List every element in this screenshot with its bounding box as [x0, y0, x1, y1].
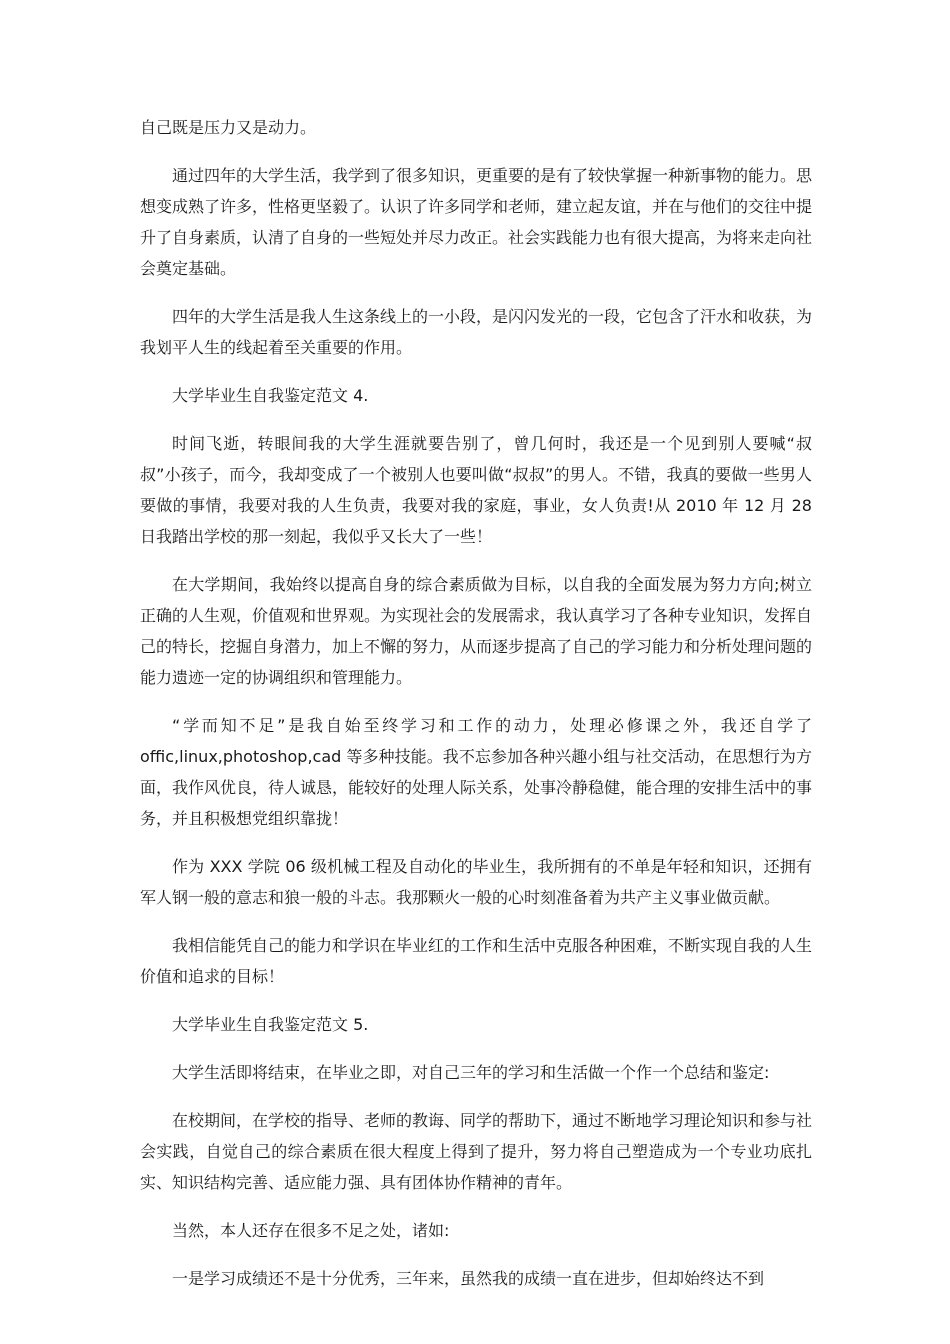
paragraph: 通过四年的大学生活，我学到了很多知识，更重要的是有了较快掌握一种新事物的能力。思想变成熟了许多，性格更坚毅了。认识了许多同学和老师，建立起友谊，并在与他们的交往中提升了自身素质，认清了自身的一些短处并尽力改正。社会实践能力也有很大提高，为将来走向社会奠定基础。	[140, 166, 813, 278]
paragraph: 一是学习成绩还不是十分优秀，三年来，虽然我的成绩一直在进步，但却始终达不到	[172, 1269, 765, 1288]
document-body	[140, 112, 812, 1311]
section-heading: 大学毕业生自我鉴定范文 4.	[172, 386, 369, 405]
paragraph: 在大学期间，我始终以提高自身的综合素质做为目标，以自我的全面发展为努力方向;树立正确的人生观，价值观和世界观。为实现社会的发展需求，我认真学习了各种专业知识，发挥自己的特长，挖掘自身潜力，加上不懈的努力，从而逐步提高了自己的学习能力和分析处理问题的能力遗迹一定的协调组织和管理能力。	[140, 575, 813, 687]
paragraph: “学而知不足”是我自始至终学习和工作的动力，处理必修课之外，我还自学了offic,linux,photoshop,cad 等多种技能。我不忘参加各种兴趣小组与社交活动，在思想行为方面，我作风优良，待人诚恳，能较好的处理人际关系，处事冷静稳健，能合理的安排生活中的事务，并且积极想党组织靠拢！	[140, 716, 813, 828]
paragraph: 四年的大学生活是我人生这条线上的一小段，是闪闪发光的一段，它包含了汗水和收获，为我划平人生的线起着至关重要的作用。	[140, 307, 813, 357]
paragraph: 大学生活即将结束，在毕业之即，对自己三年的学习和生活做一个作一个总结和鉴定:	[172, 1063, 770, 1082]
paragraph: 时间飞逝，转眼间我的大学生涯就要告别了，曾几何时，我还是一个见到别人要喊“叔叔”小孩子，而今，我却变成了一个被别人也要叫做“叔叔”的男人。不错，我真的要做一些男人要做的事情，我要对我的人生负责，我要对我的家庭，事业，女人负责!从 2010 年 12 月 28 日我踏出学校的那一刻起，我似乎又长大了一些！	[140, 434, 812, 546]
paragraph: 当然，本人还存在很多不足之处，诸如:	[172, 1221, 450, 1240]
section-heading: 大学毕业生自我鉴定范文 5.	[172, 1015, 369, 1034]
paragraph: 在校期间，在学校的指导、老师的教诲、同学的帮助下，通过不断地学习理论知识和参与社会实践，自觉自己的综合素质在很大程度上得到了提升，努力将自己塑造成为一个专业功底扎实、知识结构完善、适应能力强、具有团体协作精神的青年。	[140, 1111, 813, 1192]
paragraph: 我相信能凭自己的能力和学识在毕业红的工作和生活中克服各种困难，不断实现自我的人生价值和追求的目标！	[140, 936, 813, 986]
paragraph: 作为 XXX 学院 06 级机械工程及自动化的毕业生，我所拥有的不单是年轻和知识，还拥有军人钢一般的意志和狼一般的斗志。我那颗火一般的心时刻准备着为共产主义事业做贡献。	[140, 857, 812, 907]
paragraph-continuation: 自己既是压力又是动力。	[140, 118, 317, 137]
